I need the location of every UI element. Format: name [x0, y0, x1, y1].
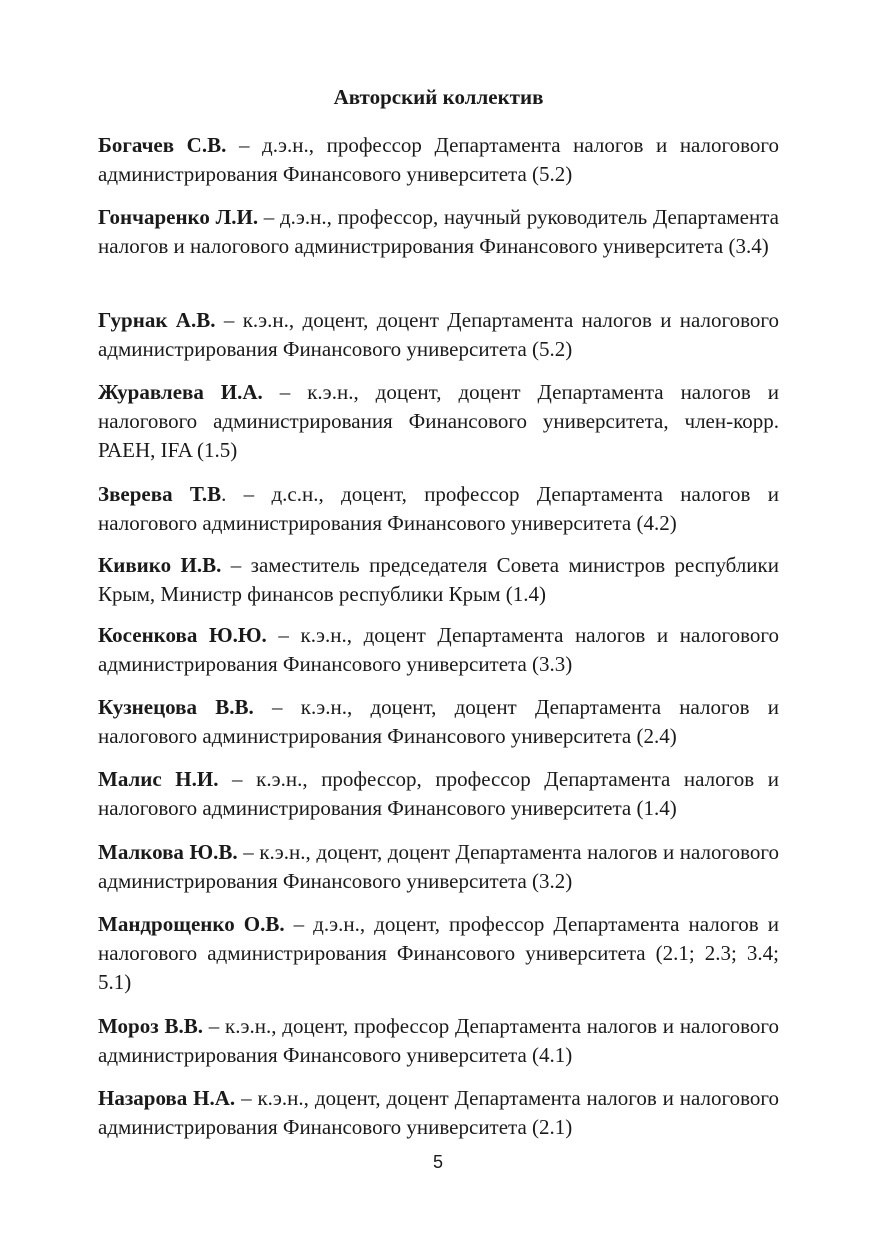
author-entry	[98, 910, 779, 997]
author-entry	[98, 693, 779, 751]
author-entry	[98, 551, 779, 609]
author-entry	[98, 621, 779, 679]
author-name: Гончаренко Л.И.	[98, 205, 259, 229]
author-entry	[98, 480, 779, 538]
author-description: – д.э.н., доцент, профессор Департамента налогов и налогового администрирования Финансового университета (2.1; 2.3; 3.4; 5.1)	[98, 912, 779, 994]
author-entry	[98, 1084, 779, 1142]
author-name: Журавлева И.А.	[98, 380, 263, 404]
author-description: – к.э.н., доцент, доцент Департамента налогов и налогового администрирования Финансового университета (2.4)	[98, 695, 780, 748]
author-description: – к.э.н., доцент, доцент Департамента налогов и налогового администрирования Финансового университета (2.1)	[98, 1086, 779, 1139]
author-entry	[98, 131, 779, 189]
author-description: – к.э.н., доцент Департамента налогов и налогового администрирования Финансового университета (3.3)	[98, 623, 779, 676]
author-name: Богачев С.В.	[98, 133, 227, 157]
author-entry	[98, 378, 779, 465]
author-description: . – д.с.н., доцент, профессор Департамента налогов и налогового администрирования Финансового университета (4.2)	[98, 482, 779, 535]
author-name: Мороз В.В.	[98, 1014, 203, 1038]
author-name: Косенкова Ю.Ю.	[98, 623, 267, 647]
author-description: – к.э.н., доцент, доцент Департамента налогов и налогового администрирования Финансового университета (5.2)	[98, 308, 779, 361]
author-entry	[98, 765, 779, 823]
author-description: – д.э.н., профессор, научный руководитель Департамента налогов и налогового администрирования Финансового университета (3.4)	[98, 205, 779, 258]
author-entry	[98, 306, 779, 364]
author-description: – к.э.н., профессор, профессор Департамента налогов и налогового администрирования Финансового университета (1.4)	[98, 767, 779, 820]
author-description: – заместитель председателя Совета министров республики Крым, Министр финансов республики Крым (1.4)	[98, 553, 779, 606]
author-name: Гурнак А.В.	[98, 308, 216, 332]
author-description: – к.э.н., доцент, доцент Департамента налогов и налогового администрирования Финансового университета (3.2)	[98, 840, 779, 893]
author-description: – д.э.н., профессор Департамента налогов и налогового администрирования Финансового университета (5.2)	[98, 133, 779, 186]
author-name: Назарова Н.А.	[98, 1086, 236, 1110]
author-description: – к.э.н., доцент, доцент Департамента налогов и налогового администрирования Финансового университета, член-корр. РАЕН, IFA (1.5)	[98, 380, 779, 462]
author-name: Малкова Ю.В.	[98, 840, 238, 864]
author-name: Зверева Т.В	[98, 482, 222, 506]
author-name: Кивико И.В.	[98, 553, 222, 577]
page-number: 5	[432, 1152, 443, 1172]
author-entry	[98, 1012, 779, 1070]
author-name: Малис Н.И.	[98, 767, 219, 791]
page-title: Авторский коллектив	[333, 85, 544, 109]
author-entry	[98, 838, 779, 896]
author-name: Мандрощенко О.В.	[98, 912, 285, 936]
author-name: Кузнецова В.В.	[98, 695, 254, 719]
author-description: – к.э.н., доцент, профессор Департамента налогов и налогового администрирования Финансового университета (4.1)	[98, 1014, 779, 1067]
author-entry	[98, 203, 779, 261]
